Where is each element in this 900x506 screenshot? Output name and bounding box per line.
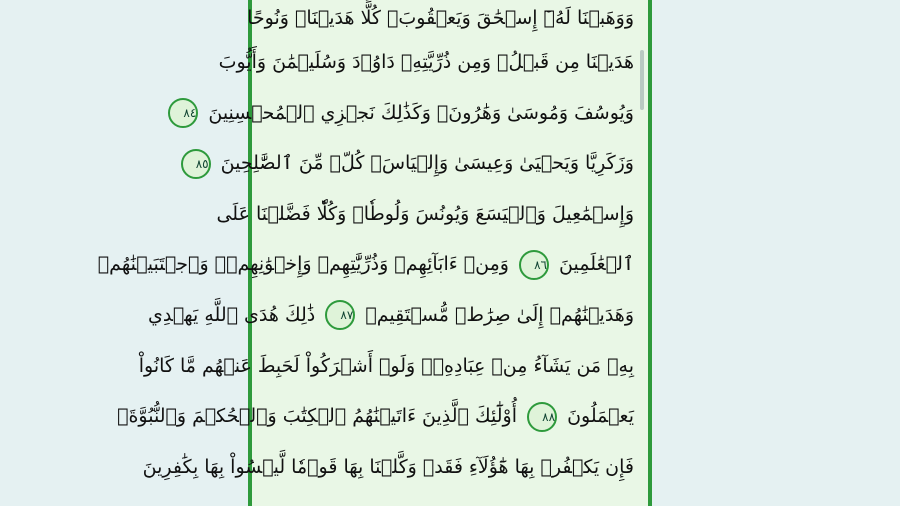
verse-text: ذَٰلِكَ هُدَى ٱللَّهِ يَهۡدِي (148, 303, 316, 326)
verse-text: وَهَدَيۡنَٰهُمۡ إِلَىٰ صِرَٰطٖ مُّسۡتَقِيمٖ (365, 303, 634, 326)
verse-line (142, 442, 634, 493)
scrollbar[interactable] (640, 50, 644, 110)
right-background (652, 0, 900, 506)
mushaf-page[interactable] (97, 0, 652, 506)
ayah-number-marker: ٨٧ (325, 300, 355, 330)
verse-line (117, 391, 634, 442)
verse-line (247, 0, 634, 37)
verse-text: وَزَكَرِيَّا وَيَحۡيَىٰ وَعِيسَىٰ وَإِلۡيَاسَۖ كُلّٞ مِّنَ ٱلصَّٰلِحِينَ (220, 152, 634, 175)
verse-text: وَإِسۡمَٰعِيلَ وَٱلۡيَسَعَ وَيُونُسَ وَلُوطٗاۚ وَكُلّٗا فَضَّلۡنَا عَلَى (216, 202, 634, 225)
verse-text: أُوْلَٰٓئِكَ ٱلَّذِينَ ءَاتَيۡنَٰهُمُ ٱلۡكِتَٰبَ وَٱلۡحُكۡمَ وَٱلنُّبُوَّةَۚ (117, 405, 517, 428)
ayah-number-marker: ٨٤ (168, 98, 198, 128)
verse-line (97, 239, 634, 290)
verse-text: فَإِن يَكۡفُرۡ بِهَا هَٰٓؤُلَآءِ فَقَدۡ وَكَّلۡنَا بِهَا قَوۡمٗا لَّيۡسُواْ بِهَا بِكَٰفِرِينَ (142, 455, 634, 478)
verse-lines (97, 0, 634, 492)
verse-line (138, 341, 634, 392)
verse-text: وَيُوسُفَ وَمُوسَىٰ وَهَٰرُونَۚ وَكَذَٰلِكَ نَجۡزِي ٱلۡمُحۡسِنِينَ (208, 101, 634, 124)
verse-line (218, 37, 634, 88)
ayah-number-marker: ٨٥ (181, 149, 211, 179)
verse-text: يَعۡمَلُونَ (567, 405, 634, 428)
verse-text: ٱلۡعَٰلَمِينَ (559, 253, 634, 276)
ayah-number-marker: ٨٦ (519, 250, 549, 280)
verse-line (195, 138, 634, 189)
verse-text: وَمِنۡ ءَابَآئِهِمۡ وَذُرِّيَّٰتِهِمۡ وَإِخۡوَٰنِهِمۡۖ وَٱجۡتَبَيۡنَٰهُمۡ (97, 253, 509, 276)
ayah-number-marker: ٨٨ (527, 402, 557, 432)
verse-line (148, 290, 634, 341)
verse-line (216, 189, 634, 240)
verse-text: بِهِۦ مَن يَشَآءُ مِنۡ عِبَادِهِۦۚ وَلَوۡ أَشۡرَكُواْ لَحَبِطَ عَنۡهُم مَّا كَانُواْ (138, 354, 634, 377)
verse-line (183, 88, 634, 139)
verse-text: هَدَيۡنَا مِن قَبۡلُۖ وَمِن ذُرِّيَّتِهِۦ دَاوُۥدَ وَسُلَيۡمَٰنَ وَأَيُّوبَ (218, 51, 634, 73)
verse-text: وَوَهَبۡنَا لَهُۥٓ إِسۡحَٰقَ وَيَعۡقُوبَۚ كُلًّا هَدَيۡنَاۚ وَنُوحًا (247, 7, 634, 29)
